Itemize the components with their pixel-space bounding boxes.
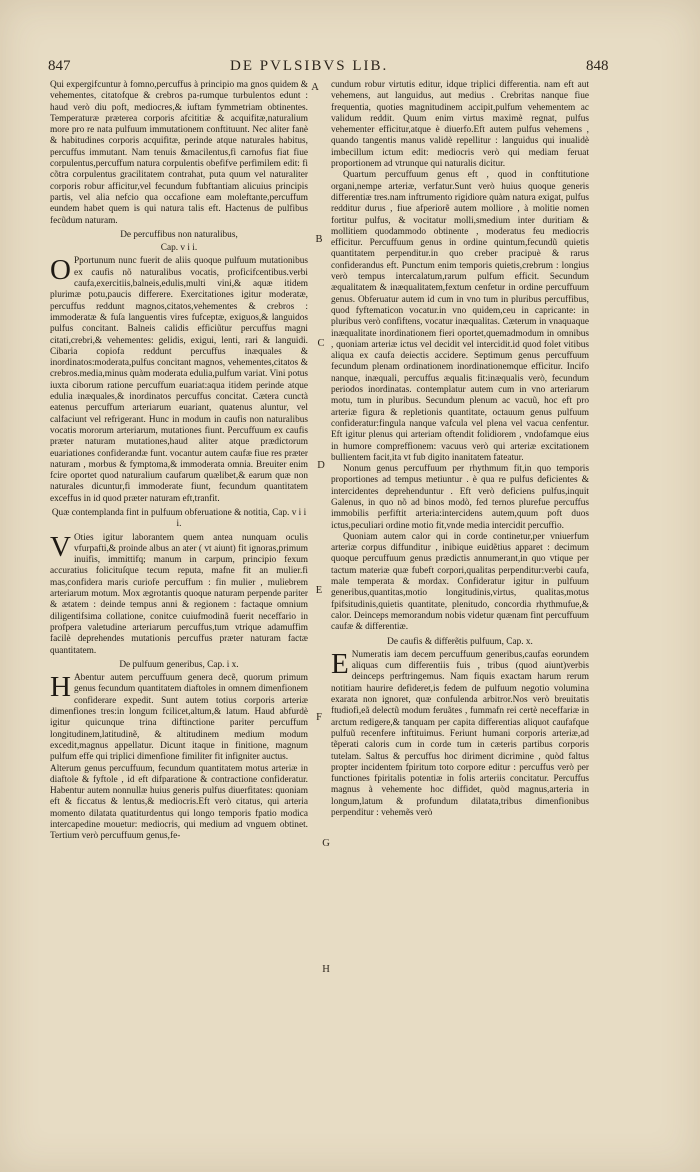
paragraph: Quoniam autem calor qui in corde continetur,per vniuerfum arteriæ corpus diffunditur , inibique euidẽtius apparet : decimum quoque percuffuum genus prædictis annumerant,in quo vtique per tactum materiæ quæ fubeft corpori,qualitas perpenditur:verbi caufa, male temperata & mordax. Confideratur igitur in pulfuum generibus,quantitas,motio longitudinis,virtus, qualitas,motus fpifsitudinis,quietis quantitate, plenitudo, concordia rhythmufue,& calor. Deinceps memorandum nobis videtur quænam fint percuffuum caufæ & differentiæ. xyxy=(331,531,589,633)
paragraph: Quartum percuffuum genus eft , quod in conftitutione organi,nempe arteriæ, verfatur.Sunt verò huius quoque generis differentiæ tres.nam inftrumento rigidiore quàm natura exigat, pulfus redditur durus , fiue afperiorẽ autem molliore , à molitie nomen fortitur pulfus, & vocitatur molli,smedium inter duritiam & mollitiem quodammodo obtinente , moderatus feu mediocris efficitur. Percuffuum genus in ordine quintum,fecundũ quietis quantitatem perpenditur.in quo creber pracipuè & rarus confiderandus eft. Punctum enim temporis quietis,crebrum : longius verò tempus intercalatum,rarum pulfum efficit. Secundum æqualitatem & inæqualitatem,fextum cenfetur in ordine percuffuum genus. Obferuatur autem id cum in vno tum in pluribus percuffibus, quod fyftematicon vocatur.in vno quidem,ceu in capricante: in pluribus verò confiftens, vocatur inæqualitas. Cæterum in vnaquaque inæqualitate inordinationem fieri oportet,quemadmodum in omnibus , quoniam arteriæ ictus vel decidit vel intercidit.id quod folet vitibus aliqua ex caufa deiectis accidere. Septimum genus percuffuum fecundum plenam ordinationem inordinationemque efficitur. Incifo nanque, inæquali, percuffus æqualis fit:inæqualis verò, fecundum periodos inordinatas. contemplatur autem cum in vno arteriarum motu, tum in pluribus. Secundum plenum ac vacuũ, hoc eft pro arteriæ figura & repletionis quantitate, octauum genus pulfuum confideratur:fingula nanque vafcula vel plena vel vacua cenfentur. Eft igitur plenus qui arteriam oftendit folidiorem , vndofamque eius in humore compreffionem: vacuus verò qui arteriæ excitationem bullientem facit,ita vt fub digito inanitatem fateatur. xyxy=(331,170,589,463)
right-page-number: 848 xyxy=(586,58,609,74)
paragraph xyxy=(331,647,589,819)
paragraph xyxy=(50,530,308,657)
paragraph-text: Numeratis iam decem percuffuum generibus,caufas eorundem aliquas cum differentiis fuis , tribus (quod aiunt)verbis deinceps perftringemus. Nam fiquis exactam harum rerum notitiam haurire defideret,is fedem de pulfuum negotio volumina exarata non ignoret, quæ confulenda arbitror.Nos verò breuitatis ftudiofi,eã delectũ modum feruãtes , fummafn rei certè neceffariæ in arctum redigere,& tanquam per capita differentias aliquot caufafque pulfuũ recenfere inftituimus. Feriunt humani corporis arteriæ,ad tẽperati caloris cum in corde tum in cæteris partibus corporis tutelam. Saltus & percuffus hoc diriment dicrimine , quòd faltus propter incidentem fpiritum toto corpore editur : percuffus verò per functiones fpiritalis potentiæ in folis arteriis concitatur. Percuffus magnus à vehemente hoc diffidet, quòd magnus,arteria in longum,latum & profundum dilatata,tribus dimenfionibus perpenditur : vehemẽs verò xyxy=(331,649,589,818)
page-header xyxy=(0,58,700,80)
margin-marker-d: D xyxy=(317,460,325,471)
margin-marker-h: H xyxy=(322,964,330,975)
paragraph xyxy=(50,256,308,505)
paragraph-text: Abentur autem percuffuum genera decẽ, quorum primum genus fecundum quantitatem diaftoles in omnem dimenfionem confiderare expedit. Sunt autem totius corporis arteriæ dimenfiones tres:in longum fcilicet,altum,& latum. Haud abfurdè igitur quicunque trina diftinctione pariter percuffum longitudinem,latitudinẽ, & altitudinem medium modum excedit,magnus appellatur. Dicunt itaque in finitione, magnum pulfum effe qui triplici dimenfione fimiliter fit infigniter auctus. xyxy=(50,673,308,763)
margin-marker-c: C xyxy=(317,338,325,349)
drop-cap: O xyxy=(50,254,71,287)
section-heading: De caufis & differẽtis pulfuum, Cap. x. xyxy=(387,636,533,647)
section-heading: De pulfuum generibus, Cap. i x. xyxy=(119,659,239,670)
right-text-column xyxy=(331,80,589,819)
section-heading: Quæ contemplanda fint in pulfuum obferuatione & notitia, Cap. v i i i. xyxy=(51,507,307,530)
section-heading: De percuffibus non naturalibus, xyxy=(120,229,238,240)
left-page-number: 847 xyxy=(48,58,71,74)
margin-marker-b: B xyxy=(315,234,323,245)
paragraph: Alterum genus percuffuum, fecundum quantitatem motus arteriæ in diaftole & fyftole , id eft difparatione & contractione confideratur. Habentur autem nonnullæ huius generis pulfus diuerfitates: quoniam eft & ficcatus & lentus,& mediocris.Eft verò citatus, qui arteria momento dilatata quatiturdentus qui longo temporis fpatio modica intercapedine mouetur: mediocris, qui medium ad vnguem obtinet. Tertium verò percuffuum genus,fe- xyxy=(50,763,308,842)
margin-marker-f: F xyxy=(316,712,322,723)
running-title: DE PVLSIBVS LIB. xyxy=(230,58,389,74)
drop-cap: H xyxy=(50,671,71,704)
drop-cap: E xyxy=(331,647,349,680)
chapter-number: Cap. v i i. xyxy=(160,243,198,254)
paragraph-text: Pportunum nunc fuerit de aliis quoque pulfuum mutationibus ex caufis nõ naturalibus vocatis, proficifcentibus.verbi caufa,exercitiis,balneis,edulis,multi vini,& aquæ itidem plurimæ potu,paucis differere. Exercitationes igitur moderatæ, percuffus reddunt magnos,citatos,vehementes & crebros : immoderatæ & fuſa languentis vires fufceptæ, exiguos,& languidos pulfus concitant. Balneis calidis efficiũtur percuffus magni citati,crebri,& vehementes: gelidis, exigui, lenti, rari & languidi. Cibaria copiofa reddunt percuffus inæquales & inordinatos:moderata,pulfus concitant magnos, vehementes,citatos & crebros.media,minus quàm moderata edulia,pulfum variat. Vini potus iuxta ciborum ratione percuffum euariat:aqua itidem perinde atque edulia inæquales,& inordinatos percuffus concitat. Cætera cunctà eatenus percuffum arteriarum euariant, quatenus aluntur, vel calfaciunt vel refrigerant. Hunc in modum in caufis non naturalibus vocatis mororum arteriarum, mutationes fiunt. Percuffuum ex caufis præter naturam mutationes,haud aliter atque prædictorum euariationes confiderandæ funt. vocantur autem caufæ fiue res præter naturam , morbus & fymptoma,& immoderata omnia. Breuiter enim fcire oportet quod naturalium caufarum quælibet,& earum quæ non naturales dicuntur,fi immoderate fiunt, fecundum quantitatem exceffus in id quod præter naturam eft,tranfit. xyxy=(50,256,308,504)
paragraph: Nonum genus percuffuum per rhythmum fit,in quo temporis proportiones ad tempus metiuntur . è qua re pulfus deficientes & intercidentes deprehenduntur . Eft verò deficiens pulfus,inquit Galenus, in quo nõ ad binos modò, fed ternos plurefue percuffus immobilis perfiftit arteria:intercidens autem,quum poft duos ictus,peculiari ordine motio fit,vnde media intercidit percuffio. xyxy=(331,464,589,531)
paragraph-text: Oties igitur laborantem quem antea nunquam oculis vfurpafti,& proinde albus an ater ( vt aiunt) fit ignoras,primum inuifis, immittifq; manum in carpum, principio fexum accuratius folicituſque tecum reputa, mafne fit an mulier.fi mas,confidera maris curiofe percuffum : fin mulier , muliebrem arteriarum motum. Mox ægrotantis quoque naturam perpende pariter & ætatem : deinde tempus anni & regionem : factaque omnium diligentifsima collatione, conitce cuiufmodinã fuerit neceffario in profpera valetudine arteriarum percuffus,tum vtrique adamuffim facilè deprehendes mutationis percuffus præter naturam factæ quantitatem. xyxy=(50,532,308,656)
margin-marker-e: E xyxy=(315,585,323,596)
left-text-column xyxy=(50,80,308,843)
margin-marker-a: A xyxy=(311,82,319,93)
paragraph: cundum robur virtutis editur, idque triplici differentia. nam eft aut vehemens, aut languidus, aut medius . Crebritas nanque fiue frequentia, quoties magnitudinem accipit,pulfum vehementem ac validum reddit. Quum enim virtus maximè regnat, pulfus vehementer efficitur,atque è diuerfo.Eft autem pulfus vehemens , quando tangentis manus validè repellitur : languidus qui inualidè imbecillum ictum edit: mediocris verò qui mediam feruat proportionem ad vtrunque qui naturalis dicitur. xyxy=(331,80,589,170)
margin-marker-g: G xyxy=(322,838,330,849)
drop-cap: V xyxy=(50,530,71,563)
paragraph xyxy=(50,673,308,763)
paragraph: Qui expergifcuntur à fomno,percuffus à principio ma gnos quidem & vehementes, citatofque & crebros pa-rumque turbulentos edunt : haud verò diu poft, mediocres,& iuftam fymmetriam obtinentes. Temperaturæ præterea corporis afcititiæ & acquifitæ,naturalium more pro re nata pulfuum immutationem conftituunt. Nec aliter fanè & habitudines corporis acquifitæ, perinde atque naturales habitus, percuffus immutant. Nam tenuis &macilentus,fi carnofus fiat fiue corpulentus,percuffum natura corpulentis obefifve perfimilem edit: fi cõtra corpulentus gracilitatem contrahat, puta quum vel naturaliter corporis robur afficitur,vel fecundum fubftantiam alicuius principis partis, vel alia nefcio qua occafione eam moleftante,percuffum eundem habet quem is qui natura talis eft. Hactenus de pulfibus fecũdum naturam. xyxy=(50,80,308,226)
